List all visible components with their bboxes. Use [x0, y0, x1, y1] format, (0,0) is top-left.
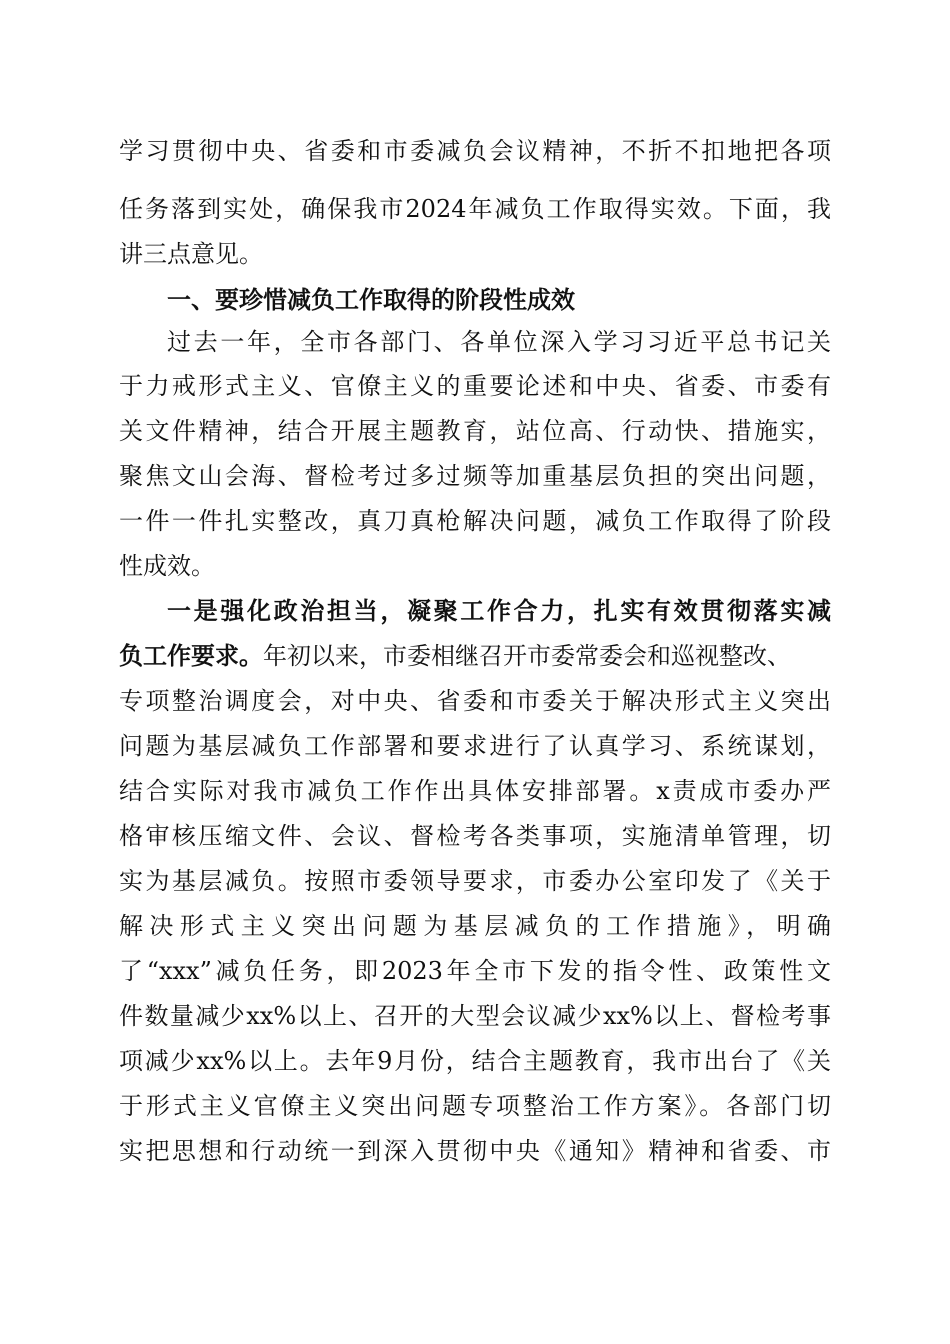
paragraph-line: 了“xxx”减负任务，即2023年全市下发的指令性、政策性文 — [119, 957, 831, 985]
paragraph-line: 过去一年，全市各部门、各单位深入学习习近平总书记关 — [167, 328, 831, 356]
paragraph-line: 性成效。 — [119, 552, 215, 580]
paragraph-line: 讲三点意见。 — [119, 240, 263, 268]
paragraph-line: 实为基层减负。按照市委领导要求，市委办公室印发了《关于 — [119, 867, 831, 895]
paragraph-line: 一件一件扎实整改，真刀真枪解决问题，减负工作取得了阶段 — [119, 507, 831, 535]
paragraph-text: 年初以来，市委相继召开市委常委会和巡视整改、 — [263, 642, 791, 670]
paragraph-line: 解决形式主义突出问题为基层减负的工作措施》，明确 — [119, 912, 831, 940]
paragraph-line: 于力戒形式主义、官僚主义的重要论述和中央、省委、市委有 — [119, 372, 831, 400]
paragraph-line: 于形式主义官僚主义突出问题专项整治工作方案》。各部门切 — [119, 1092, 831, 1120]
paragraph-line: 结合实际对我市减负工作作出具体安排部署。x责成市委办严 — [119, 777, 831, 805]
bold-lead-end: 负工作要求。 — [119, 641, 263, 670]
bold-lead-line: 一是强化政治担当，凝聚工作合力，扎实有效贯彻落实减 — [167, 596, 831, 625]
paragraph-line: 件数量减少xx%以上、召开的大型会议减少xx%以上、督检考事 — [119, 1002, 831, 1030]
paragraph-line: 聚焦文山会海、督检考过多过频等加重基层负担的突出问题， — [119, 462, 831, 490]
section-heading: 一、要珍惜减负工作取得的阶段性成效 — [167, 286, 575, 314]
paragraph-line: 项减少xx%以上。去年9月份，结合主题教育，我市出台了《关 — [119, 1047, 831, 1075]
paragraph-line: 学习贯彻中央、省委和市委减负会议精神，不折不扣地把各项 — [119, 137, 831, 165]
paragraph-line: 专项整治调度会，对中央、省委和市委关于解决形式主义突出 — [119, 687, 831, 715]
paragraph-line: 实把思想和行动统一到深入贯彻中央《通知》精神和省委、市 — [119, 1137, 831, 1165]
paragraph-line: 任务落到实处，确保我市2024年减负工作取得实效。下面，我 — [119, 195, 831, 223]
mixed-line — [119, 638, 831, 674]
paragraph-line: 格审核压缩文件、会议、督检考各类事项，实施清单管理，切 — [119, 822, 831, 850]
paragraph-line: 关文件精神，结合开展主题教育，站位高、行动快、措施实， — [119, 417, 831, 445]
paragraph-line: 问题为基层减负工作部署和要求进行了认真学习、系统谋划， — [119, 732, 831, 760]
